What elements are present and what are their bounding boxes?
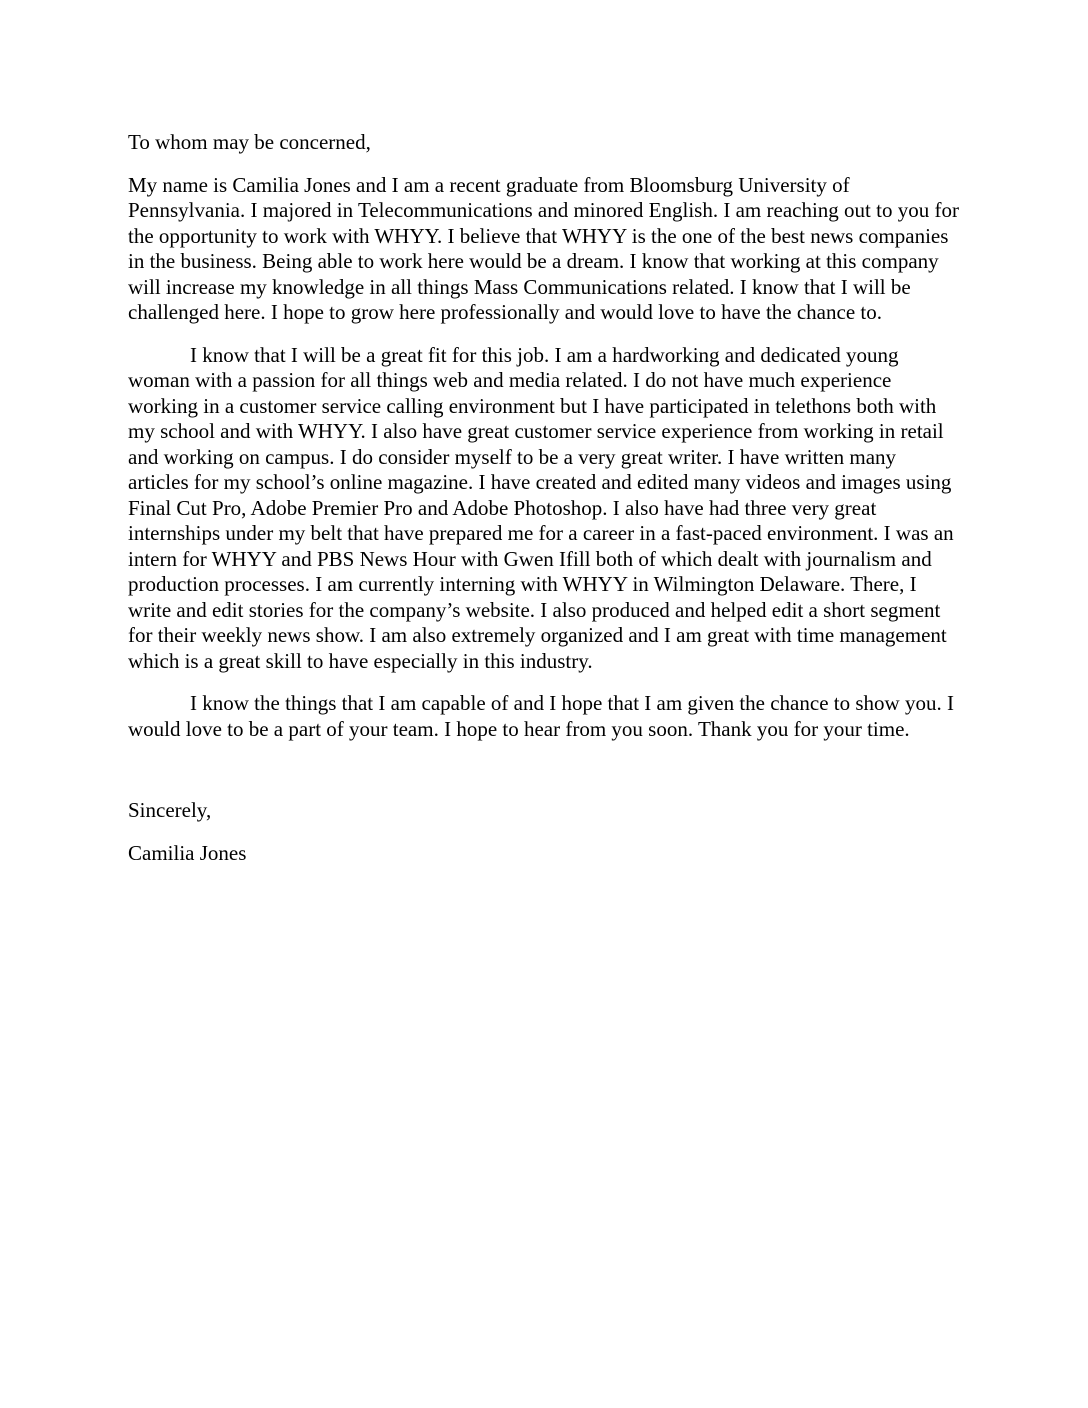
body-paragraph: I know that I will be a great fit for this job. I am a hardworking and dedicated young woman with a passion for all things web and media related. I do not have much experience working in a customer service calling environment but I have participated in telethons both with my school and with WHYY. I also have great customer service experience from working in retail and working on campus. I do consider myself to be a very great writer. I have written many articles for my school’s online magazine. I have created and edited many videos and images using Final Cut Pro, Adobe Premier Pro and Adobe Photoshop. I also have had three very great internships under my belt that have prepared me for a career in a fast-paced environment. I was an intern for WHYY and PBS News Hour with Gwen Ifill both of which dealt with journalism and production processes. I am currently interning with WHYY in Wilmington Delaware. There, I write and edit stories for the company’s website. I also produced and helped edit a short segment for their weekly news show. I am also extremely organized and I am great with time management which is a great skill to have especially in this industry. xyxy=(128,342,954,673)
body-paragraph: My name is Camilia Jones and I am a recent graduate from Bloomsburg University of Pennsylvania. I majored in Telecommunications and minored English. I am reaching out to you for the opportunity to work with WHYY. I believe that WHYY is the one of the best news companies in the business. Being able to work here would be a dream. I know that working at this company will increase my knowledge in all things Mass Communications related. I know that I will be challenged here. I hope to grow here professionally and would love to have the chance to. xyxy=(128,172,959,324)
signature-name: Camilia Jones xyxy=(128,840,247,865)
closing: Sincerely, xyxy=(128,798,212,822)
body-paragraph: I know the things that I am capable of and I hope that I am given the chance to show you. I would love to be a part of your team. I hope to hear from you soon. Thank you for your time. xyxy=(128,691,954,741)
salutation: To whom may be concerned, xyxy=(128,130,371,154)
